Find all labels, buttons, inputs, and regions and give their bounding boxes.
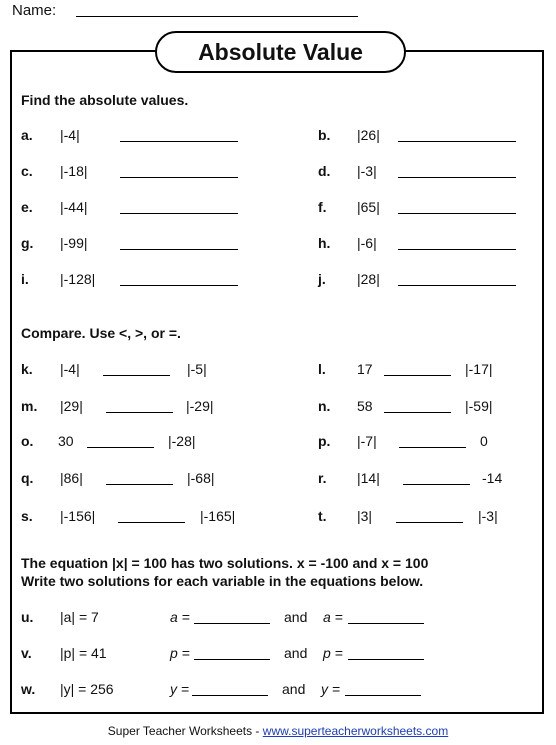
footer: [0, 724, 556, 738]
variable-equals: a =: [170, 609, 190, 625]
compare-right-value: 0: [480, 433, 488, 449]
variable-equals: p =: [323, 645, 343, 661]
variable-equals: p =: [170, 645, 190, 661]
problem-expression: |-3|: [357, 163, 377, 179]
problem-letter: p.: [318, 433, 331, 449]
answer-blank[interactable]: [120, 249, 238, 250]
problem-letter: f.: [318, 199, 327, 215]
solution-blank[interactable]: [192, 695, 268, 696]
problem-letter: t.: [318, 508, 327, 524]
problem-expression: |-6|: [357, 235, 377, 251]
problem-letter: l.: [318, 361, 326, 377]
compare-right-value: |-165|: [200, 508, 236, 524]
problem-expression: |-44|: [60, 199, 88, 215]
compare-left-value: |-4|: [60, 361, 80, 377]
section2-instruction: Compare. Use <, >, or =.: [21, 325, 181, 341]
compare-left-value: |14|: [357, 470, 380, 486]
compare-left-value: |-7|: [357, 433, 377, 449]
problem-letter: o.: [21, 433, 34, 449]
problem-expression: |-18|: [60, 163, 88, 179]
compare-right-value: -14: [482, 470, 503, 486]
section1-instruction: Find the absolute values.: [21, 92, 189, 108]
answer-blank[interactable]: [398, 213, 516, 214]
compare-blank[interactable]: [106, 484, 173, 485]
compare-blank[interactable]: [118, 522, 185, 523]
problem-expression: |26|: [357, 127, 380, 143]
problem-letter: h.: [318, 235, 331, 251]
answer-blank[interactable]: [120, 177, 238, 178]
section3-instruction-line1: The equation |x| = 100 has two solutions. x = -100 and x = 100: [21, 555, 429, 571]
compare-blank[interactable]: [396, 522, 463, 523]
compare-blank[interactable]: [403, 484, 470, 485]
problem-letter: d.: [318, 163, 331, 179]
answer-blank[interactable]: [120, 141, 238, 142]
compare-right-value: |-29|: [186, 398, 214, 414]
compare-right-value: |-28|: [168, 433, 196, 449]
section3-instruction-line2: Write two solutions for each variable in the equations below.: [21, 573, 424, 589]
problem-letter: a.: [21, 127, 33, 143]
compare-right-value: |-68|: [187, 470, 215, 486]
solution-blank[interactable]: [194, 659, 270, 660]
problem-expression: |-4|: [60, 127, 80, 143]
solution-blank[interactable]: [348, 623, 424, 624]
problem-letter: k.: [21, 361, 33, 377]
answer-blank[interactable]: [398, 177, 516, 178]
problem-expression: |-128|: [60, 271, 96, 287]
problem-letter: v.: [21, 645, 32, 661]
problem-letter: b.: [318, 127, 331, 143]
compare-blank[interactable]: [384, 412, 451, 413]
page-title: Absolute Value: [155, 31, 406, 73]
problem-letter: r.: [318, 470, 327, 486]
solution-blank[interactable]: [345, 695, 421, 696]
problem-expression: |65|: [357, 199, 380, 215]
compare-left-value: |-156|: [60, 508, 96, 524]
compare-left-value: 30: [58, 433, 74, 449]
solution-blank[interactable]: [348, 659, 424, 660]
compare-blank[interactable]: [399, 447, 466, 448]
compare-blank[interactable]: [87, 447, 154, 448]
answer-blank[interactable]: [398, 141, 516, 142]
problem-letter: q.: [21, 470, 34, 486]
problem-letter: n.: [318, 398, 331, 414]
name-label: Name:: [12, 2, 57, 19]
footer-brand: Super Teacher Worksheets -: [107, 724, 260, 738]
answer-blank[interactable]: [120, 213, 238, 214]
compare-right-value: |-5|: [187, 361, 207, 377]
equation: |p| = 41: [60, 645, 107, 661]
variable-equals: a =: [323, 609, 343, 625]
compare-right-value: |-59|: [465, 398, 493, 414]
compare-right-value: |-17|: [465, 361, 493, 377]
problem-letter: g.: [21, 235, 34, 251]
answer-blank[interactable]: [398, 285, 516, 286]
and-word: and: [284, 645, 308, 661]
solution-blank[interactable]: [194, 623, 270, 624]
equation: |y| = 256: [60, 681, 114, 697]
problem-letter: j.: [318, 271, 326, 287]
answer-blank[interactable]: [398, 249, 516, 250]
compare-left-value: |29|: [60, 398, 83, 414]
problem-letter: e.: [21, 199, 33, 215]
compare-left-value: |3|: [357, 508, 373, 524]
name-input-line[interactable]: [76, 16, 358, 17]
equation: |a| = 7: [60, 609, 99, 625]
footer-link[interactable]: www.superteacherworksheets.com: [262, 724, 449, 738]
compare-blank[interactable]: [103, 375, 170, 376]
and-word: and: [284, 609, 308, 625]
answer-blank[interactable]: [120, 285, 238, 286]
variable-equals: y =: [321, 681, 341, 697]
problem-expression: |-99|: [60, 235, 88, 251]
problem-letter: i.: [21, 271, 29, 287]
problem-expression: |28|: [357, 271, 380, 287]
compare-left-value: 17: [357, 361, 373, 377]
problem-letter: c.: [21, 163, 33, 179]
compare-left-value: |86|: [60, 470, 83, 486]
compare-blank[interactable]: [106, 412, 173, 413]
problem-letter: w.: [21, 681, 36, 697]
compare-left-value: 58: [357, 398, 373, 414]
problem-letter: m.: [21, 398, 38, 414]
and-word: and: [282, 681, 306, 697]
problem-letter: s.: [21, 508, 33, 524]
compare-blank[interactable]: [384, 375, 451, 376]
variable-equals: y =: [170, 681, 190, 697]
compare-right-value: |-3|: [478, 508, 498, 524]
problem-letter: u.: [21, 609, 34, 625]
